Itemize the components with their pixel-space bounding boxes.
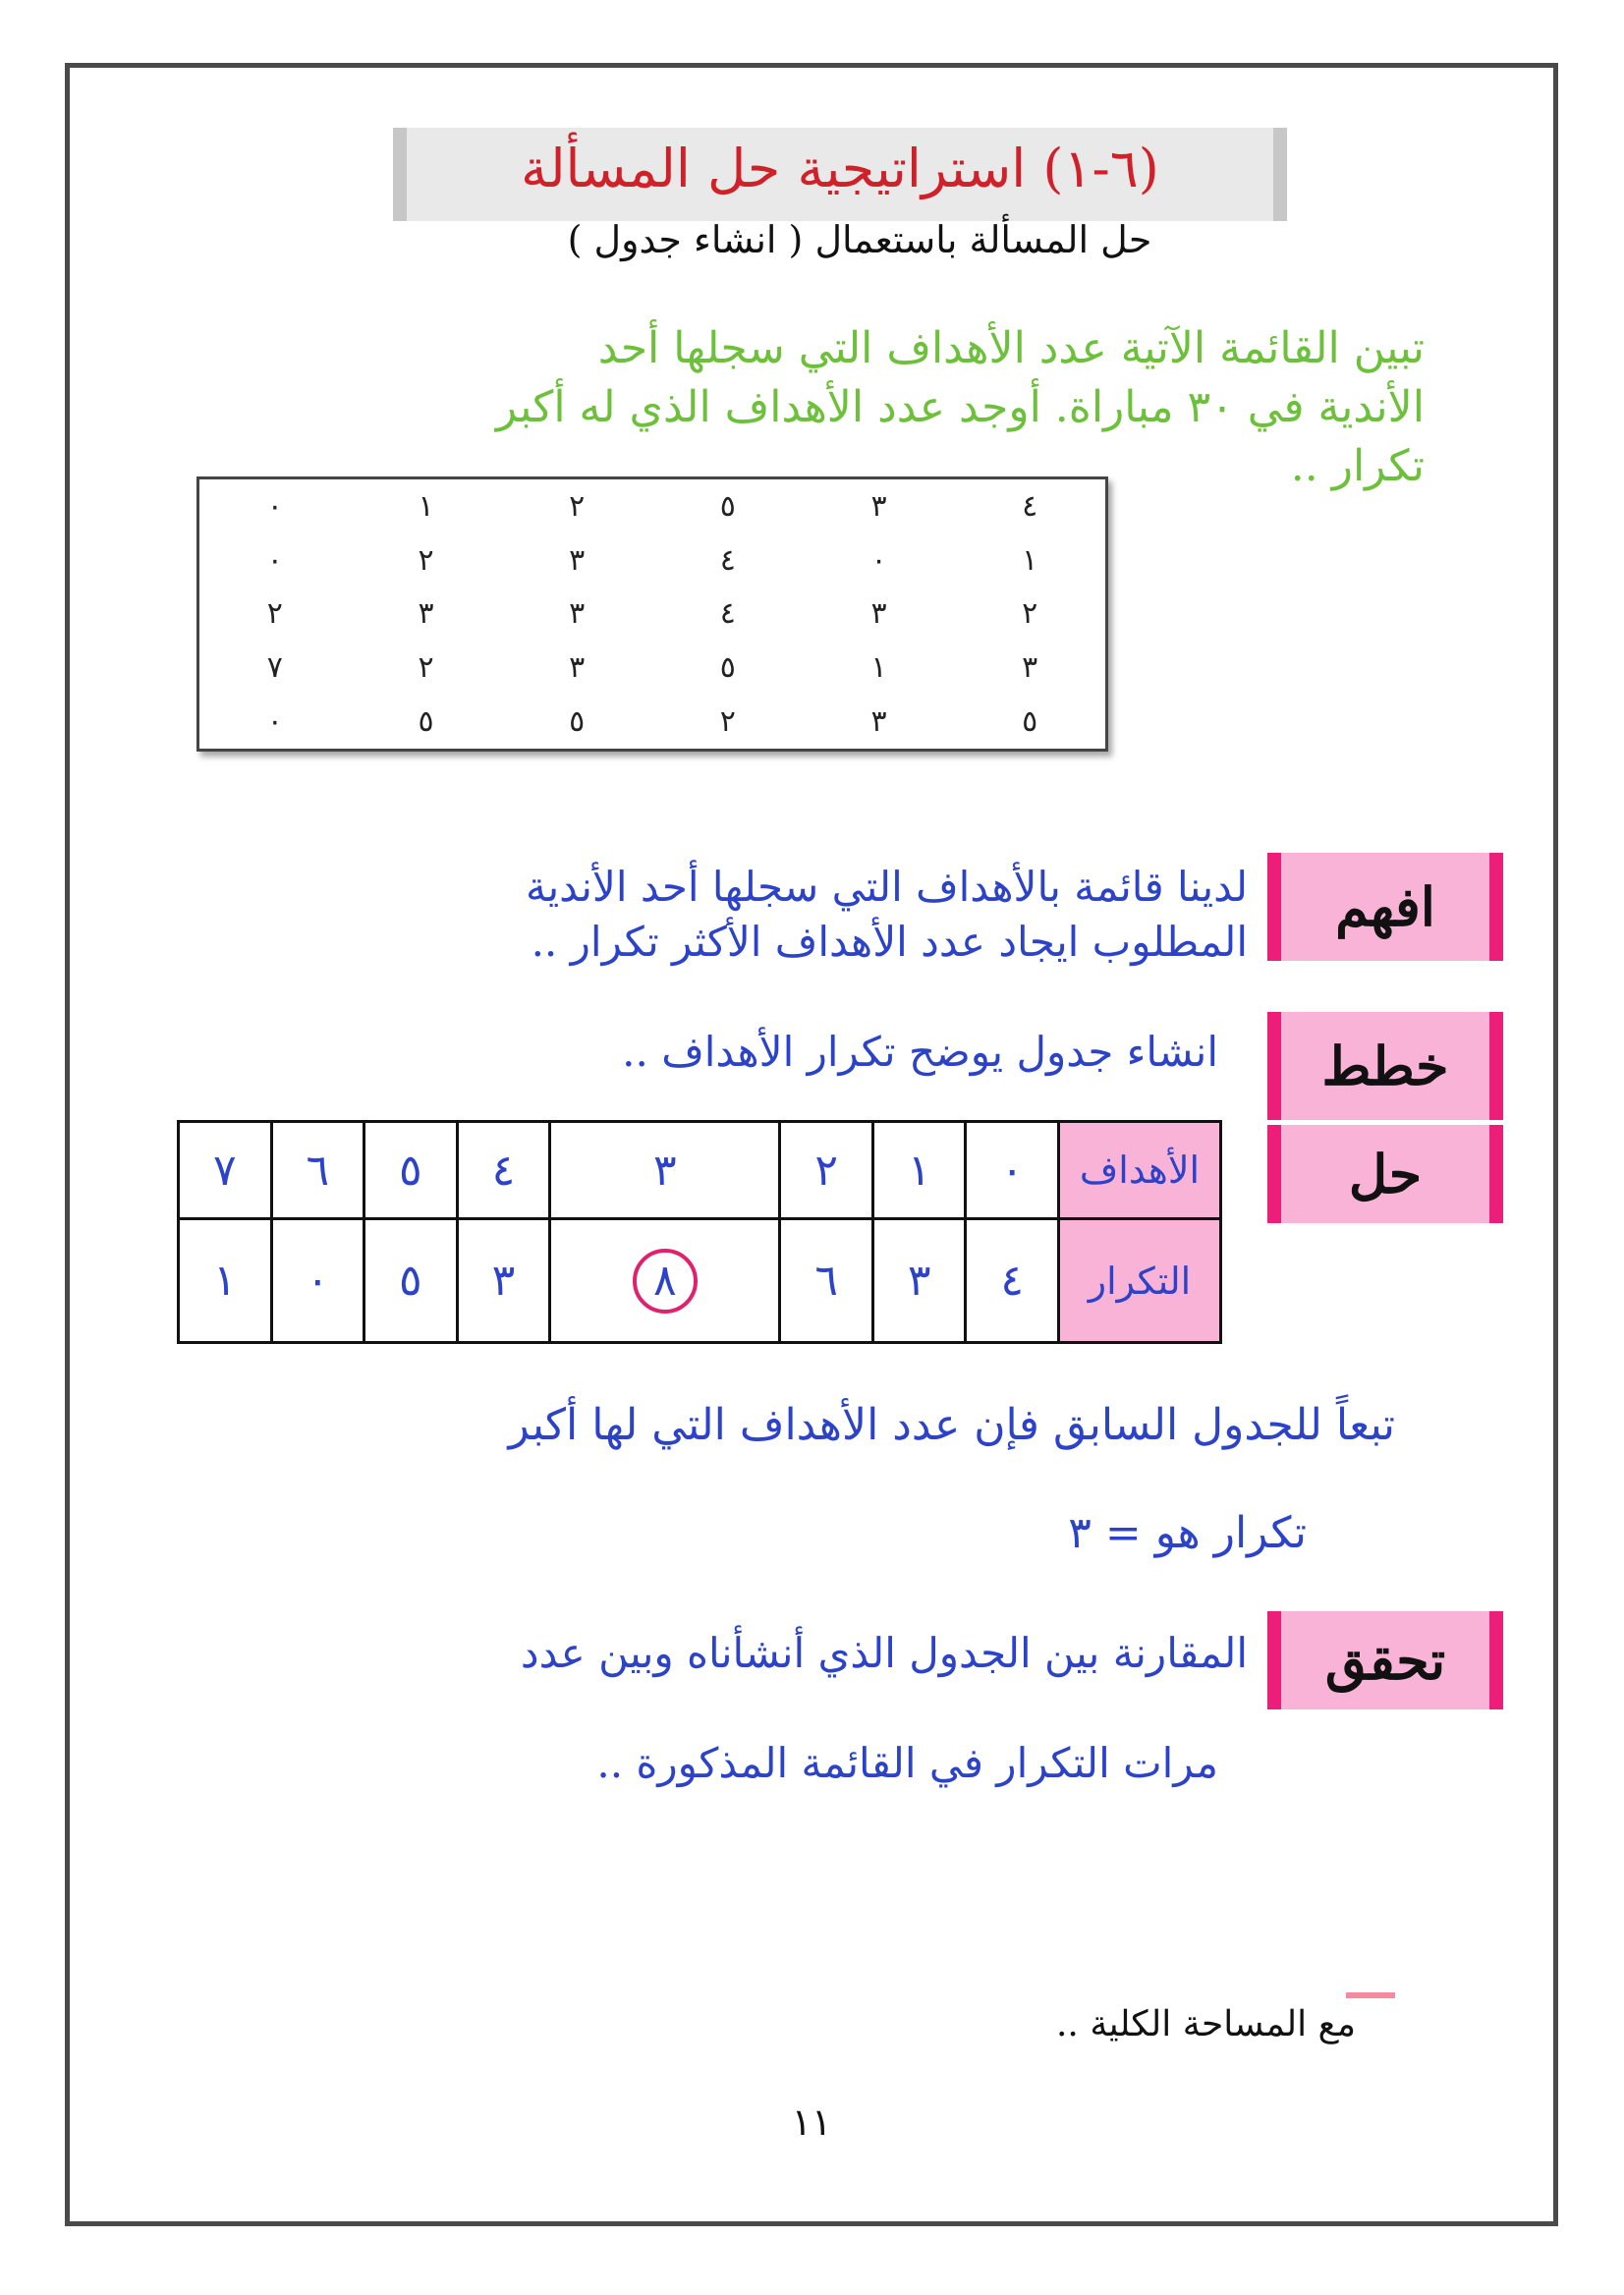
data-table-cell: ٣ — [870, 596, 887, 632]
problem-line-3: تكرار .. — [1290, 441, 1425, 491]
check-line-1: المقارنة بين الجدول الذي أنشأناه وبين عدد — [520, 1629, 1248, 1677]
data-table-cell: ٢ — [1022, 596, 1038, 632]
understand-line-2: المطلوب ايجاد عدد الأهداف الأكثر تكرار .. — [531, 918, 1248, 966]
step-solve-label: حل — [1267, 1125, 1503, 1223]
goal-value-cell: ٢ — [780, 1122, 873, 1219]
data-table-cell: ١ — [870, 650, 887, 686]
data-table-cell: ٥ — [418, 704, 434, 740]
problem-statement — [187, 319, 1425, 496]
conclusion-line-2: تكرار هو = ٣ — [1068, 1508, 1307, 1558]
goal-value-cell: ٤ — [457, 1122, 550, 1219]
data-table-cell: ٥ — [1022, 704, 1038, 740]
data-table-cell: ٥ — [719, 488, 736, 524]
frequency-value-cell: ٣ — [457, 1219, 550, 1343]
frequency-value-cell: ٦ — [780, 1219, 873, 1343]
goal-value-cell: ٥ — [364, 1122, 458, 1219]
data-table-cell: ٣ — [569, 650, 586, 686]
data-table-cell: ١ — [1022, 542, 1038, 578]
data-table-cell: ٣ — [1022, 650, 1038, 686]
page-title: (٦-١) استراتيجية حل المسألة — [521, 138, 1159, 199]
data-table-cell: ٠ — [870, 542, 887, 578]
page-number: ١١ — [791, 2100, 832, 2144]
footer-note: مع المساحة الكلية .. — [1055, 2004, 1356, 2044]
data-table-cell: ٣ — [569, 542, 586, 578]
data-table-cell: ٠ — [266, 542, 283, 578]
data-table-cell: ٣ — [569, 596, 586, 632]
frequency-value-cell: ١ — [179, 1219, 272, 1343]
step-understand-label: افهم — [1267, 853, 1503, 961]
frequency-value-cell — [550, 1219, 780, 1343]
data-table-row — [199, 479, 1105, 533]
goal-value-cell: ٠ — [966, 1122, 1059, 1219]
frequency-value-cell: ٣ — [872, 1219, 966, 1343]
data-table-cell: ٣ — [418, 596, 434, 632]
goal-value-cell: ٣ — [550, 1122, 780, 1219]
step-plan-label: خطط — [1267, 1012, 1503, 1120]
plan-text: انشاء جدول يوضح تكرار الأهداف .. — [622, 1028, 1218, 1076]
data-table-cell: ١ — [418, 488, 434, 524]
frequency-value-cell: ٤ — [966, 1219, 1059, 1343]
goal-value-cell: ٦ — [271, 1122, 364, 1219]
problem-line-1: تبين القائمة الآتية عدد الأهداف التي سجلها أحد — [597, 323, 1425, 373]
frequency-header-cell: التكرار — [1059, 1219, 1221, 1343]
frequency-value-cell: ٠ — [271, 1219, 364, 1343]
data-table-cell: ٢ — [569, 488, 586, 524]
data-table-cell: ٧ — [266, 650, 283, 686]
check-line-2: مرات التكرار في القائمة المذكورة .. — [596, 1739, 1218, 1787]
data-table-cell: ٢ — [266, 596, 283, 632]
data-table-cell: ٥ — [719, 650, 736, 686]
data-table-cell: ٣ — [870, 488, 887, 524]
goals-data-table — [196, 476, 1108, 752]
footer-highlight-mark — [1346, 1992, 1395, 1998]
data-table-cell: ٤ — [719, 542, 736, 578]
data-table-row — [199, 533, 1105, 588]
data-table-cell: ٣ — [870, 704, 887, 740]
goal-value-cell: ٧ — [179, 1122, 272, 1219]
data-table-cell: ٤ — [719, 596, 736, 632]
data-table-row — [199, 588, 1105, 642]
goal-value-cell: ١ — [872, 1122, 966, 1219]
data-table-row — [199, 641, 1105, 695]
data-table-cell: ٢ — [418, 542, 434, 578]
page-subtitle: حل المسألة باستعمال ( انشاء جدول ) — [567, 218, 1152, 261]
understand-line-1: لدينا قائمة بالأهداف التي سجلها أحد الأندية — [525, 863, 1248, 911]
goals-header-cell: الأهداف — [1059, 1122, 1221, 1219]
highlighted-frequency: ٨ — [633, 1249, 698, 1314]
step-check-label: تحقق — [1267, 1611, 1503, 1709]
data-table-cell: ٤ — [1022, 488, 1038, 524]
data-table-row — [199, 695, 1105, 749]
data-table-cell: ٠ — [266, 488, 283, 524]
data-table-cell: ٠ — [266, 704, 283, 740]
data-table-cell: ٢ — [719, 704, 736, 740]
frequency-value-cell: ٥ — [364, 1219, 458, 1343]
problem-line-2: الأندية في ٣٠ مباراة. أوجد عدد الأهداف الذي له أكبر — [495, 382, 1425, 432]
understand-text — [187, 860, 1248, 970]
data-table-cell: ٢ — [418, 650, 434, 686]
data-table-cell: ٥ — [569, 704, 586, 740]
frequency-table — [177, 1120, 1222, 1344]
conclusion-line-1: تبعاً للجدول السابق فإن عدد الأهداف التي لها أكبر — [508, 1400, 1395, 1450]
